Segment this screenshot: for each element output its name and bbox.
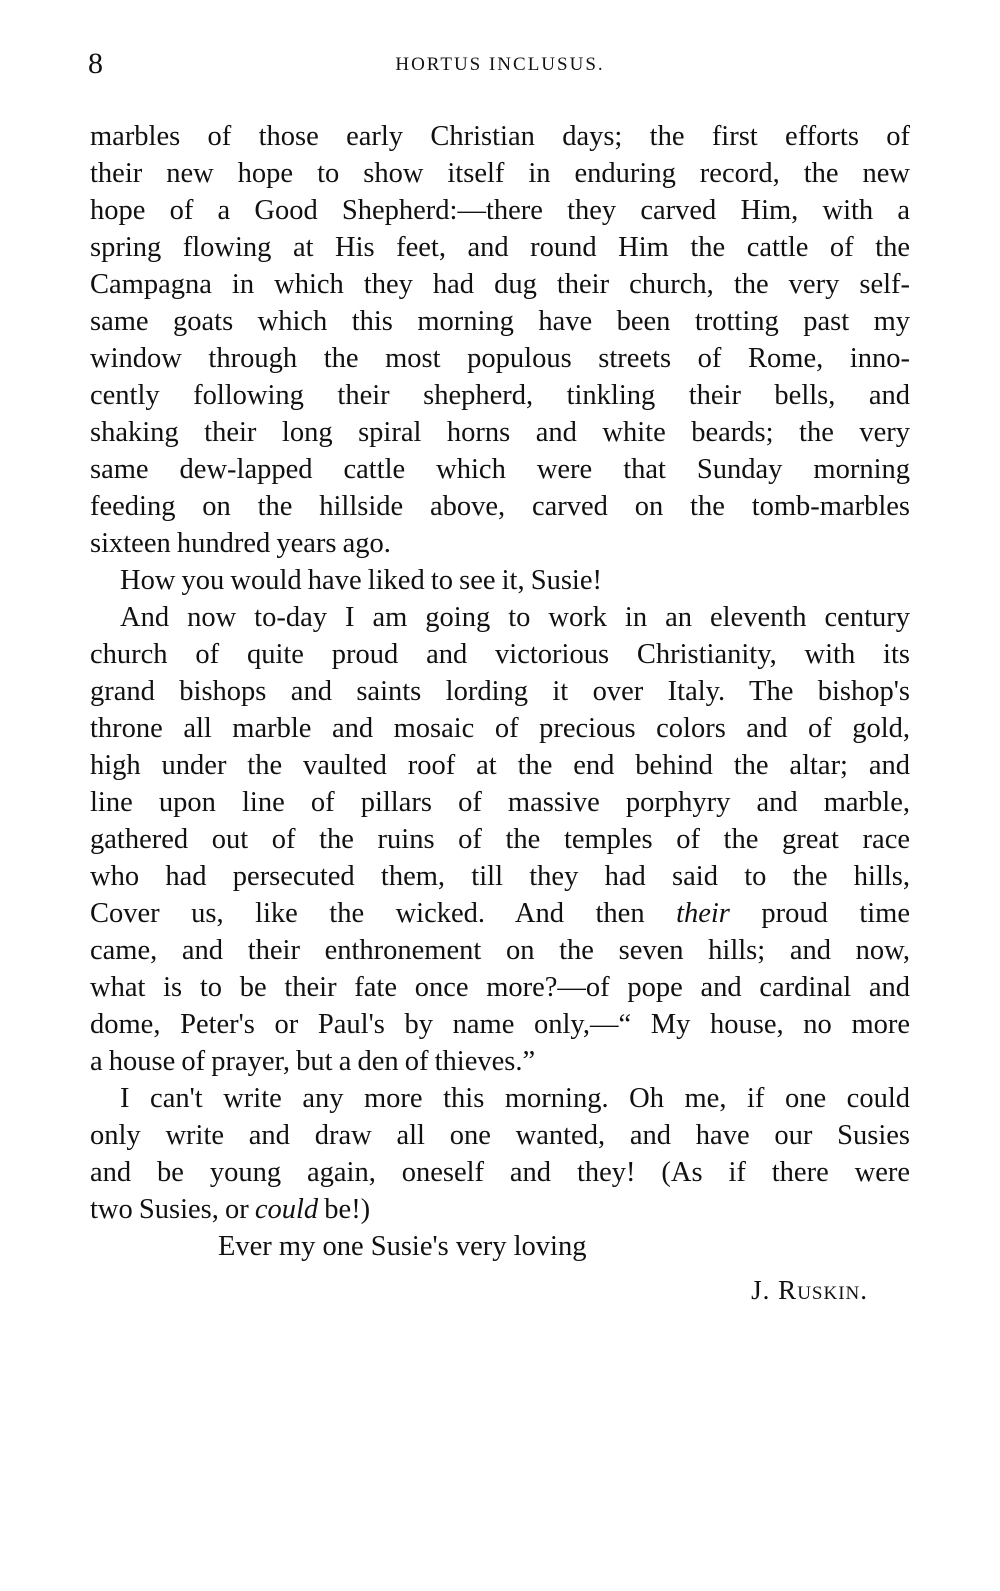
text-line: high under the vaulted roof at the end behind the altar; and (90, 750, 910, 781)
text-line: How you would have liked to see it, Susie! (120, 565, 602, 596)
page-number: 8 (88, 47, 103, 80)
text-line: what is to be their fate once more?—of pope and cardinal and (90, 972, 910, 1003)
text-line: shaking their long spiral horns and white beards; the very (90, 417, 910, 448)
text-line: sixteen hundred years ago. (90, 528, 391, 559)
text-line: came, and their enthronement on the seven hills; and now, (90, 935, 910, 966)
text-line: their new hope to show itself in enduring record, the new (90, 158, 910, 189)
text-segment: Cover us, like the wicked. And then (90, 898, 645, 929)
text-line: church of quite proud and victorious Christianity, with its (90, 639, 910, 670)
text-line: cently following their shepherd, tinkling their bells, and (90, 380, 910, 411)
text-line: marbles of those early Christian days; the first efforts of (90, 121, 910, 152)
text-line: same goats which this morning have been trotting past my (90, 306, 910, 337)
text-line: grand bishops and saints lording it over Italy. The bishop's (90, 676, 910, 707)
text-line: And now to-day I am going to work in an eleventh century (120, 602, 910, 633)
letter-body (90, 118, 910, 1311)
italic-word: their (676, 898, 730, 929)
text-line: I can't write any more this morning. Oh me, if one could (120, 1083, 910, 1114)
text-line: feeding on the hillside above, carved on the tomb-marbles (90, 491, 910, 522)
italic-word: could (254, 1194, 319, 1225)
text-line: throne all marble and mosaic of precious colors and of gold, (90, 713, 910, 744)
text-line: and be young again, oneself and they! (As if there were (90, 1157, 910, 1188)
text-line: dome, Peter's or Paul's by name only,—“ My house, no more (90, 1009, 910, 1040)
text-line: Campagna in which they had dug their church, the very self- (90, 269, 910, 300)
text-segment: proud time (761, 898, 911, 929)
text-line: hope of a Good Shepherd:—there they carved Him, with a (90, 195, 910, 226)
text-line-with-italic (90, 1191, 910, 1228)
signature: J. Ruskin. (751, 1275, 868, 1305)
text-line: a house of prayer, but a den of thieves.” (90, 1046, 536, 1077)
running-title: HORTUS INCLUSUS. (395, 54, 605, 75)
text-line: same dew-lapped cattle which were that Sunday morning (90, 454, 910, 485)
text-line: window through the most populous streets of Rome, inno- (90, 343, 910, 374)
text-line: gathered out of the ruins of the temples of the great race (90, 824, 910, 855)
text-line: line upon line of pillars of massive porphyry and marble, (90, 787, 910, 818)
text-line: spring flowing at His feet, and round Him the cattle of the (90, 232, 910, 263)
text-line: who had persecuted them, till they had said to the hills, (90, 861, 910, 892)
text-line-with-italic (90, 895, 910, 932)
text-segment: two Susies, or (90, 1194, 249, 1225)
text-line: only write and draw all one wanted, and have our Susies (90, 1120, 910, 1151)
letter-closing: Ever my one Susie's very loving (218, 1231, 587, 1262)
text-segment: be!) (324, 1194, 371, 1225)
